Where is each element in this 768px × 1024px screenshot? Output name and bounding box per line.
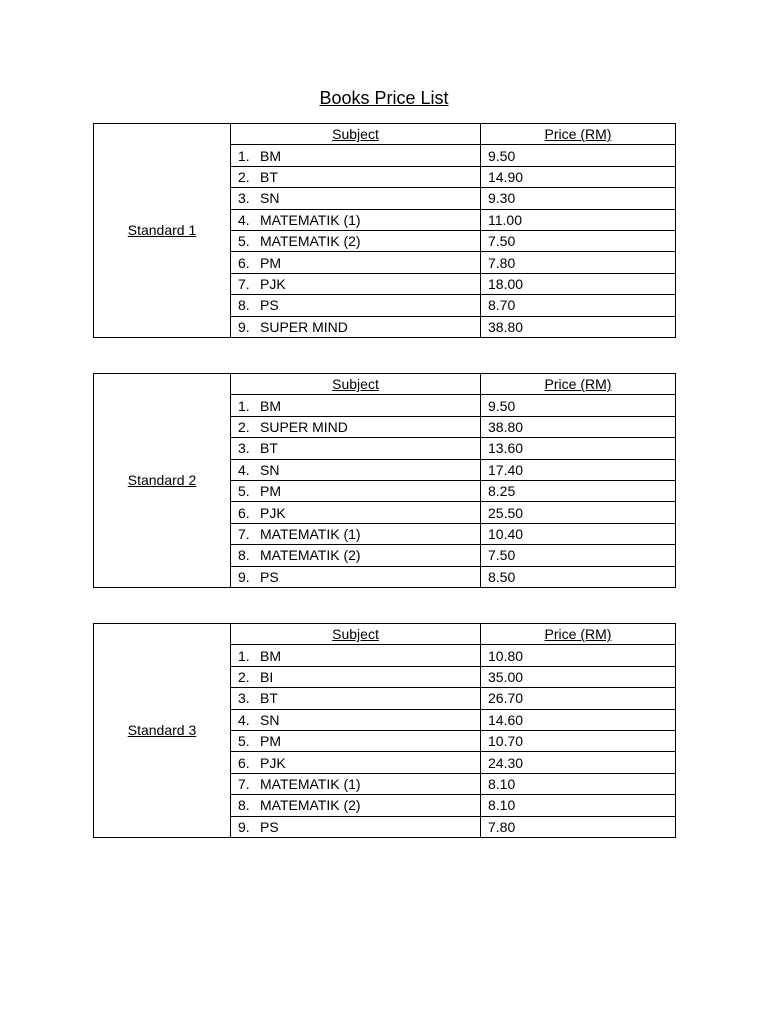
subject-cell <box>231 166 481 187</box>
subject-name: BT <box>260 690 278 707</box>
price-cell: 14.60 <box>481 709 676 730</box>
price-cell: 14.90 <box>481 166 676 187</box>
subject-cell <box>231 688 481 709</box>
row-number: 9. <box>238 568 250 585</box>
subject-name: PJK <box>260 754 286 771</box>
subject-name: PS <box>260 297 279 314</box>
row-number: 2. <box>238 168 250 185</box>
subject-cell <box>231 209 481 230</box>
subject-cell <box>231 295 481 316</box>
price-cell: 8.25 <box>481 480 676 501</box>
price-cell: 10.40 <box>481 523 676 544</box>
price-cell: 8.10 <box>481 795 676 816</box>
subject-header: Subject <box>231 124 481 145</box>
row-number: 6. <box>238 254 250 271</box>
subject-cell <box>231 145 481 166</box>
subject-cell <box>231 545 481 566</box>
row-number: 9. <box>238 318 250 335</box>
row-number: 5. <box>238 233 250 250</box>
price-cell: 7.80 <box>481 816 676 837</box>
subject-cell <box>231 316 481 337</box>
price-cell: 10.70 <box>481 730 676 751</box>
row-number: 3. <box>238 440 250 457</box>
subject-cell <box>231 645 481 666</box>
price-cell: 17.40 <box>481 459 676 480</box>
subject-cell <box>231 752 481 773</box>
subject-cell <box>231 230 481 251</box>
subject-name: BM <box>260 147 281 164</box>
price-cell: 35.00 <box>481 666 676 687</box>
row-number: 3. <box>238 690 250 707</box>
price-cell: 7.50 <box>481 545 676 566</box>
price-cell: 26.70 <box>481 688 676 709</box>
subject-name: BI <box>260 668 274 685</box>
row-number: 6. <box>238 504 250 521</box>
subject-name: MATEMATIK (2) <box>260 547 361 564</box>
subject-name: PS <box>260 568 279 585</box>
row-number: 5. <box>238 483 250 500</box>
subject-cell <box>231 730 481 751</box>
row-number: 3. <box>238 190 250 207</box>
price-header: Price (RM) <box>481 374 676 395</box>
subject-header: Subject <box>231 374 481 395</box>
price-cell: 11.00 <box>481 209 676 230</box>
subject-cell <box>231 252 481 273</box>
row-number: 7. <box>238 775 250 792</box>
row-number: 1. <box>238 147 250 164</box>
subject-name: SUPER MIND <box>260 418 348 435</box>
price-cell: 9.50 <box>481 145 676 166</box>
table-header-row <box>94 374 676 395</box>
standard-label: Standard 3 <box>94 624 231 838</box>
standard-label: Standard 2 <box>94 374 231 588</box>
price-cell: 8.10 <box>481 773 676 794</box>
price-cell: 25.50 <box>481 502 676 523</box>
subject-name: MATEMATIK (2) <box>260 797 361 814</box>
subject-name: PJK <box>260 504 286 521</box>
subject-cell <box>231 502 481 523</box>
row-number: 8. <box>238 297 250 314</box>
subject-name: MATEMATIK (1) <box>260 775 361 792</box>
price-cell: 8.50 <box>481 566 676 587</box>
price-cell: 24.30 <box>481 752 676 773</box>
subject-cell <box>231 709 481 730</box>
row-number: 1. <box>238 647 250 664</box>
price-cell: 13.60 <box>481 438 676 459</box>
subject-name: SN <box>260 461 280 478</box>
row-number: 7. <box>238 275 250 292</box>
table-header-row <box>94 124 676 145</box>
subject-name: MATEMATIK (1) <box>260 211 361 228</box>
row-number: 4. <box>238 461 250 478</box>
row-number: 1. <box>238 397 250 414</box>
price-cell: 9.30 <box>481 188 676 209</box>
price-cell: 8.70 <box>481 295 676 316</box>
row-number: 6. <box>238 754 250 771</box>
subject-cell <box>231 523 481 544</box>
row-number: 2. <box>238 418 250 435</box>
subject-name: BT <box>260 168 278 185</box>
subject-name: PS <box>260 818 279 835</box>
row-number: 4. <box>238 211 250 228</box>
row-number: 9. <box>238 818 250 835</box>
subject-cell <box>231 666 481 687</box>
page-title: Books Price List <box>319 88 449 108</box>
subject-cell <box>231 395 481 416</box>
subject-name: SN <box>260 190 280 207</box>
subject-cell <box>231 459 481 480</box>
row-number: 2. <box>238 668 250 685</box>
subject-cell <box>231 438 481 459</box>
standard-label: Standard 1 <box>94 124 231 338</box>
subject-name: MATEMATIK (2) <box>260 233 361 250</box>
price-cell: 18.00 <box>481 273 676 294</box>
subject-cell <box>231 795 481 816</box>
row-number: 4. <box>238 711 250 728</box>
subject-name: PJK <box>260 275 286 292</box>
subject-name: BM <box>260 647 281 664</box>
subject-name: MATEMATIK (1) <box>260 525 361 542</box>
price-header: Price (RM) <box>481 624 676 645</box>
subject-header: Subject <box>231 624 481 645</box>
row-number: 5. <box>238 733 250 750</box>
subject-cell <box>231 416 481 437</box>
subject-cell <box>231 273 481 294</box>
row-number: 7. <box>238 525 250 542</box>
price-header: Price (RM) <box>481 124 676 145</box>
subject-cell <box>231 816 481 837</box>
subject-name: SUPER MIND <box>260 318 348 335</box>
price-table-standard-3 <box>93 623 676 838</box>
subject-cell <box>231 566 481 587</box>
price-cell: 7.50 <box>481 230 676 251</box>
price-table-standard-2 <box>93 373 676 588</box>
row-number: 8. <box>238 547 250 564</box>
price-table-standard-1 <box>93 123 676 338</box>
price-cell: 7.80 <box>481 252 676 273</box>
subject-name: PM <box>260 733 281 750</box>
price-cell: 38.80 <box>481 316 676 337</box>
price-cell: 9.50 <box>481 395 676 416</box>
price-cell: 10.80 <box>481 645 676 666</box>
table-header-row <box>94 624 676 645</box>
subject-name: BT <box>260 440 278 457</box>
subject-cell <box>231 773 481 794</box>
subject-cell <box>231 188 481 209</box>
subject-name: SN <box>260 711 280 728</box>
subject-name: PM <box>260 483 281 500</box>
subject-name: BM <box>260 397 281 414</box>
price-cell: 38.80 <box>481 416 676 437</box>
subject-name: PM <box>260 254 281 271</box>
row-number: 8. <box>238 797 250 814</box>
subject-cell <box>231 480 481 501</box>
